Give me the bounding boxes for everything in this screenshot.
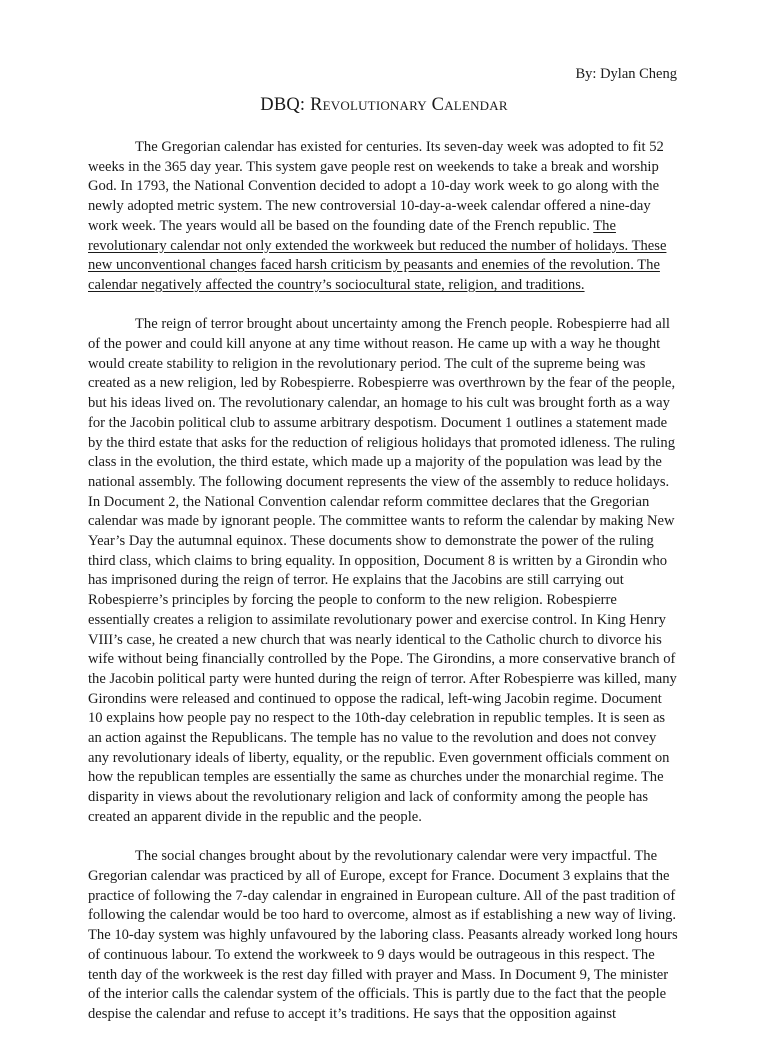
paragraph-introduction: [88, 138, 678, 296]
paragraph-social-changes: The social changes brought about by the revolutionary calendar were very impactful. The Gregorian calendar was practiced by all of Europe, except for France. Document 3 explains that the practice of following the 7-day calendar in engrained in European culture. All of the past tradition of following the calendar would be too hard to overcome, almost as if establishing a new way of living. The 10-day system was highly unfavoured by the laboring class. Peasants already worked long hours of continuous labour. To extend the workweek to 9 days would be outrageous in this respect. The tenth day of the workweek is the rest day filled with prayer and Mass. In Document 9, The minister of the interior calls the calendar system of the officials. This is partly due to the fact that the people despise the calendar and refuse to accept it’s traditions. He says that the opposition against: [88, 848, 678, 1022]
essay-body: [88, 138, 678, 1044]
intro-text: The Gregorian calendar has existed for centuries. Its seven-day week was adopted to fit 52 weeks in the 365 day year. This system gave people rest on weekends to take a break and worship God. In 1793, the National Convention decided to adopt a 10-day work week to go along with the newly adopted metric system. The new controversial 10-day-a-week calendar offered a nine-day work week. The years would all be based on the founding date of the French republic.: [88, 139, 664, 234]
thesis-statement: The revolutionary calendar not only extended the workweek but reduced the number of holidays. These new unconventional changes faced harsh criticism by peasants and enemies of the revolution. The calendar negatively affected the country’s sociocultural state, religion, and traditions.: [88, 217, 667, 293]
document-title: DBQ: Revolutionary Calendar: [260, 95, 508, 115]
paragraph-religion: The reign of terror brought about uncertainty among the French people. Robespierre had all of the power and could kill anyone at any time without reason. He came up with a way he thought would create stability to religion in the revolutionary period. The cult of the supreme being was created as a new religion, led by Robespierre. Robespierre was overthrown by the fear of the people, but his ideas lived on. The revolutionary calendar, an homage to his cult was brought forth as a way for the Jacobin political club to assume arbitrary despotism. Document 1 outlines a statement made by the third estate that asks for the reduction of religious holidays that promoted idleness. The ruling class in the evolution, the third estate, which made up a majority of the population was lead by the national assembly. The following document represents the view of the assembly to reduce holidays. In Document 2, the National Convention calendar reform committee declares that the Gregorian calendar was made by ignorant people. The committee wants to reform the calendar by making New Year’s Day the autumnal equinox. These documents show to demonstrate the power of the ruling third class, which claims to bring equality. In opposition, Document 8 is written by a Girondin who has imprisoned during the reign of terror. He explains that the Jacobins are still carrying out Robespierre’s principles by forcing the people to conform to the new religion. Robespierre essentially creates a religion to assimilate revolutionary power and exercise control. In King Henry VIII’s case, he created a new church that was nearly identical to the Catholic church to divorce his wife without being financially controlled by the Pope. The Girondins, a more conservative branch of the Jacobin political party were hunted during the reign of terror. After Robespierre was killed, many Girondins were released and continued to oppose the radical, left-wing Jacobin regime. Document 10 explains how people pay no respect to the 10th-day celebration in republic temples. It is seen as an action against the Republicans. The temple has no value to the revolution and does not convey any revolutionary ideals of liberty, equality, or the republic. Even government officials comment on how the republican temples are essentially the same as churches under the monarchial regime. The disparity in views about the revolutionary religion and lack of conformity among the people has created an apparent divide in the republic and the people.: [88, 316, 677, 825]
author-byline: By: Dylan Cheng: [575, 66, 677, 82]
